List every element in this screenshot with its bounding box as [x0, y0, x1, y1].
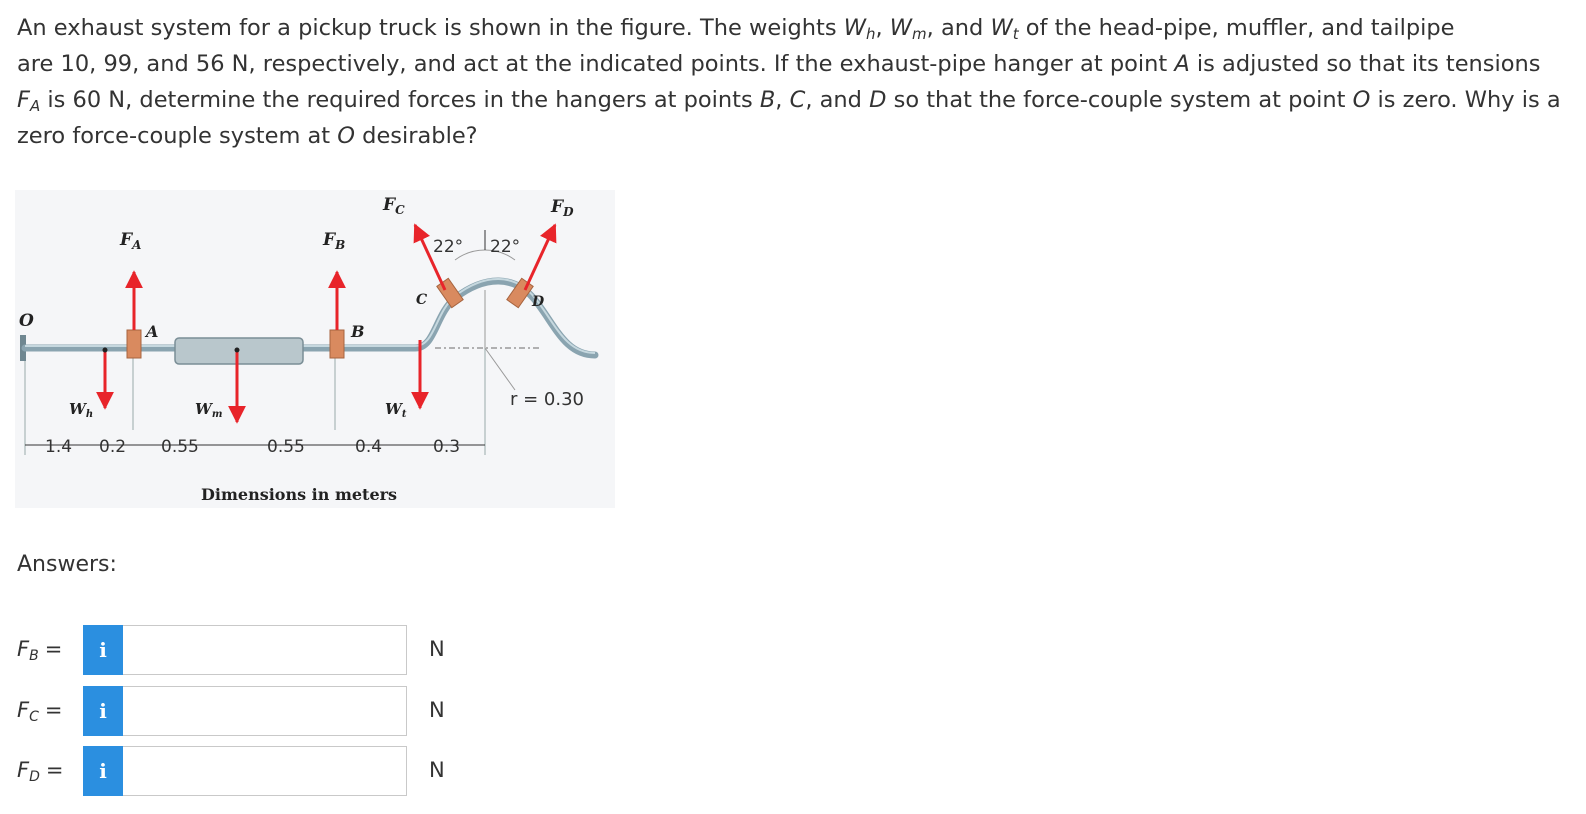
label-a: A	[146, 322, 159, 341]
force-arrow-fc	[415, 225, 445, 290]
problem-line-3: $F_A$ is 60 N, determine the required forces in the hangers at points B, C, and D so that the force-couple system at point O is zero. Why is a	[17, 87, 1561, 115]
dim-1: 1.4	[45, 437, 73, 457]
answer-label-fb: $F_B$ =	[17, 637, 63, 664]
force-arrows	[105, 225, 555, 422]
answer-label-fd: $F_D$ =	[17, 758, 64, 785]
unit-label: N	[429, 758, 445, 782]
info-icon[interactable]: i	[83, 686, 123, 736]
answer-row-fd	[17, 746, 457, 796]
problem-line-2: are 10, 99, and 56 N, respectively, and act at the indicated points. If the exhaust-pipe hanger at point A is adjusted so that its tensions	[17, 51, 1541, 77]
hanger-b	[330, 330, 344, 358]
answer-label-fc: $F_C$ =	[17, 698, 63, 725]
label-wm: $W_m$	[195, 400, 223, 420]
label-fb: $F_B$	[323, 230, 346, 252]
figure-drawing	[15, 190, 615, 508]
force-arrow-fd	[525, 225, 555, 290]
hanger-a	[127, 330, 141, 358]
dim-4: 0.55	[267, 437, 305, 457]
label-wh: $W_h$	[69, 400, 94, 420]
label-fa: $F_A$	[120, 230, 142, 252]
label-fc: $F_C$	[383, 195, 405, 217]
label-c: C	[416, 292, 428, 308]
exhaust-system-figure	[15, 190, 615, 508]
label-d: D	[532, 294, 545, 310]
radius-label: r = 0.30	[510, 389, 585, 410]
label-o: O	[19, 311, 34, 331]
problem-line-4: zero force-couple system at O desirable?	[17, 123, 478, 149]
angle-c-label: 22°	[433, 237, 464, 257]
dim-5: 0.4	[355, 437, 383, 457]
angle-d-label: 22°	[490, 237, 521, 257]
problem-statement	[17, 10, 1567, 154]
answers-label: Answers:	[17, 552, 117, 577]
label-fd: $F_D$	[551, 197, 574, 219]
unit-label: N	[429, 637, 445, 661]
dim-6: 0.3	[433, 437, 461, 457]
info-icon[interactable]: i	[83, 746, 123, 796]
problem-line-1: An exhaust system for a pickup truck is shown in the figure. The weights $W_h$, $W_m$, and $W_t$ of the head-pipe, muffler, and tailpipe	[17, 15, 1455, 43]
info-icon[interactable]: i	[83, 625, 123, 675]
answer-row-fc	[17, 686, 457, 736]
dim-3: 0.55	[161, 437, 199, 457]
fc-answer-input[interactable]	[123, 686, 407, 736]
unit-label: N	[429, 698, 445, 722]
fb-answer-input[interactable]	[123, 625, 407, 675]
dim-2: 0.2	[99, 437, 127, 457]
label-b: B	[351, 322, 365, 341]
fd-answer-input[interactable]	[123, 746, 407, 796]
label-wt: $W_t$	[385, 400, 407, 420]
answer-row-fb	[17, 625, 457, 675]
figure-caption: Dimensions in meters	[201, 485, 398, 504]
